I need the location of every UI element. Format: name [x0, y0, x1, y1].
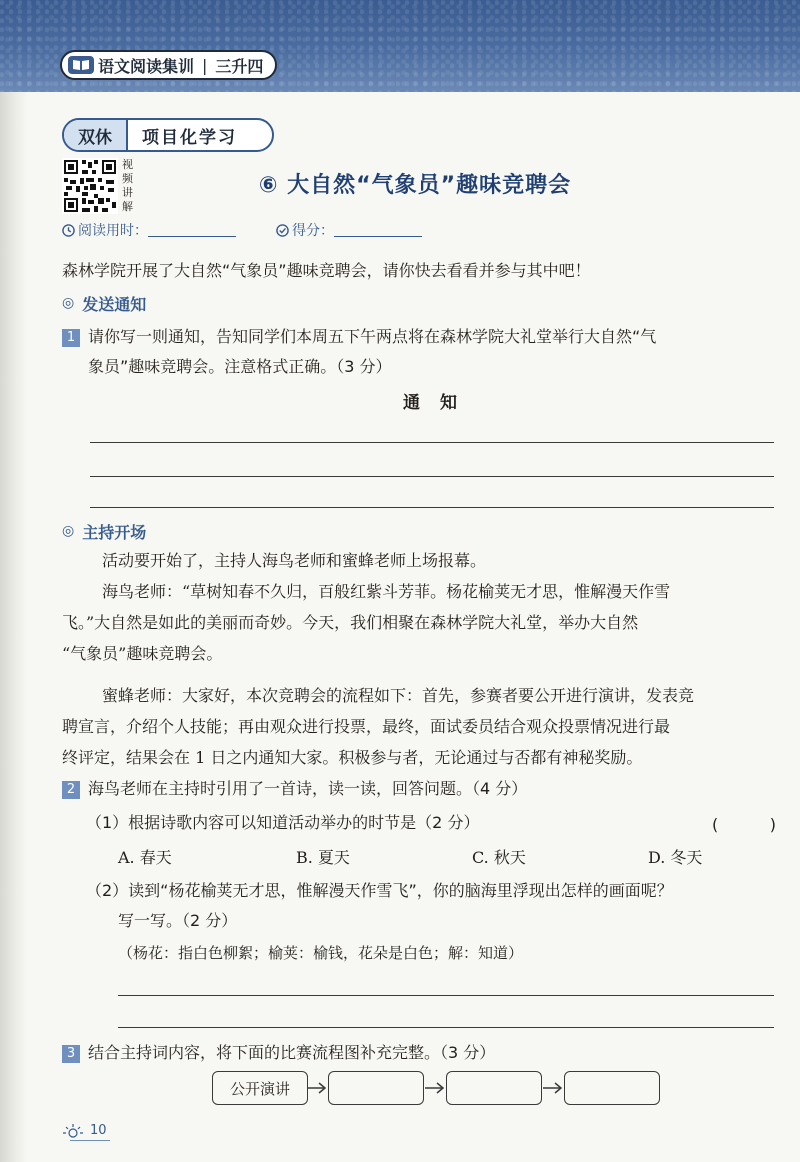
answer-line-5[interactable]: [118, 1027, 774, 1028]
question-2-number: 2: [62, 781, 80, 799]
section-tag-project: 项目化学习: [142, 127, 237, 148]
arrow-right-icon: [542, 1079, 564, 1097]
question-2-hint: （杨花：指白色柳絮；榆荚：榆钱，花朵是白色；解：知道）: [118, 944, 524, 962]
arrow-right-icon: [424, 1079, 446, 1097]
host-paragraph-3-cont: [62, 711, 780, 773]
question-3-number: 3: [62, 1045, 80, 1063]
clock-icon: [62, 224, 75, 237]
question-2-sub-2: [86, 876, 786, 936]
host-paragraph-3-line-3: 终评定，结果会在 1 日之内通知大家。积极参与者，无论通过与否都有神秘奖励。: [62, 748, 643, 767]
question-1-line-2: 象员”趣味竞聘会。注意格式正确。（3 分）: [88, 357, 392, 376]
series-tag: [60, 50, 277, 80]
paren-right: ): [769, 815, 776, 834]
qr-caption: 视频讲解: [122, 158, 133, 213]
book-icon: [68, 56, 94, 74]
host-paragraph-2-line-1: 海鸟老师：“草树知春不久归，百般红紫斗芳菲。杨花榆荚无才思，惟解漫天作雪: [102, 582, 671, 601]
score-label: 得分：: [292, 223, 334, 239]
section-host-label: 主持开场: [82, 522, 147, 542]
host-paragraph-3-line-2: 聘宣言，介绍个人技能；再由观众进行投票，最终，面试委员结合观众投票情况进行最: [62, 717, 671, 736]
intro-text: 森林学院开展了大自然“气象员”趣味竞聘会，请你快去看看并参与其中吧！: [62, 261, 591, 280]
bullet-icon: ◎: [62, 523, 75, 539]
question-1-line-1: 请你写一则通知，告知同学们本周五下午两点将在森林学院大礼堂举行大自然“气: [88, 327, 657, 346]
host-paragraph-3-line-1: 蜜蜂老师：大家好，本次竞聘会的流程如下：首先，参赛者要公开进行演讲，发表竞: [102, 686, 695, 705]
flow-step-3-blank[interactable]: [446, 1071, 542, 1105]
host-paragraph-1: 活动要开始了，主持人海鸟老师和蜜蜂老师上场报幕。: [102, 551, 487, 570]
section-notice-heading: [62, 292, 146, 314]
answer-line-2[interactable]: [90, 476, 774, 477]
section-tag-weekend: 双休: [64, 120, 128, 150]
option-d[interactable]: D. 冬天: [648, 848, 703, 867]
host-paragraph-2-cont: [62, 607, 780, 669]
question-2: [62, 774, 780, 804]
header-band: [0, 0, 800, 92]
arrow-right-icon: [306, 1079, 328, 1097]
answer-line-3[interactable]: [90, 507, 774, 508]
question-3-stem: 结合主持词内容，将下面的比赛流程图补充完整。（3 分）: [88, 1043, 496, 1062]
question-1: [62, 322, 780, 382]
page-number: 10: [90, 1122, 107, 1138]
page-number-block: [62, 1118, 122, 1142]
page-edge: [0, 0, 28, 1162]
sun-icon: [62, 1122, 84, 1138]
section-tag: [62, 118, 274, 152]
host-paragraph-2-line-3: “气象员”趣味竞聘会。: [62, 644, 223, 663]
option-a[interactable]: A. 春天: [118, 848, 172, 867]
notice-title: 通知: [403, 393, 477, 413]
bullet-icon: ◎: [62, 295, 75, 311]
host-paragraph-2: [62, 576, 780, 607]
host-paragraph-3: [62, 680, 780, 711]
question-3: [62, 1038, 780, 1068]
score-blank[interactable]: [334, 223, 422, 237]
series-name: 语文阅读集训: [98, 56, 195, 76]
paren-left: (: [712, 815, 719, 834]
reading-time-label: 阅读用时：: [78, 223, 148, 239]
question-2-sub-2-line-2: 写一写。（2 分）: [118, 911, 238, 930]
flow-step-4-blank[interactable]: [564, 1071, 660, 1105]
host-paragraph-2-line-2: 飞。”大自然是如此的美丽而奇妙。今天，我们相聚在森林学院大礼堂，举办大自然: [62, 613, 639, 632]
question-1-number: 1: [62, 329, 80, 347]
series-separator: |: [202, 55, 208, 75]
flow-step-2-blank[interactable]: [328, 1071, 424, 1105]
question-2-options: [118, 845, 738, 869]
flow-step-1: 公开演讲: [212, 1071, 308, 1105]
reading-time-blank[interactable]: [148, 223, 236, 237]
grade-label: 三升四: [215, 56, 264, 76]
check-circle-icon: [276, 224, 289, 237]
footer-line: [70, 1140, 110, 1141]
question-2-stem: 海鸟老师在主持时引用了一首诗，读一读，回答问题。（4 分）: [88, 779, 528, 798]
answer-line-1[interactable]: [90, 442, 774, 443]
answer-line-4[interactable]: [118, 995, 774, 996]
option-b[interactable]: B. 夏天: [296, 848, 350, 867]
answer-parentheses[interactable]: [712, 815, 776, 834]
question-2-sub-2-line-1: （2）读到“杨花榆荚无才思，惟解漫天作雪飞”，你的脑海里浮现出怎样的画面呢？: [86, 881, 673, 900]
option-c[interactable]: C. 秋天: [472, 848, 526, 867]
page-title: ⑥ 大自然“气象员”趣味竞聘会: [258, 173, 572, 198]
section-notice-label: 发送通知: [82, 294, 147, 314]
question-2-sub-1: （1）根据诗歌内容可以知道活动举办的时节是（2 分）: [86, 813, 480, 832]
section-host-heading: [62, 520, 146, 542]
qr-code-icon[interactable]: [62, 158, 118, 214]
meta-row: [62, 220, 462, 240]
